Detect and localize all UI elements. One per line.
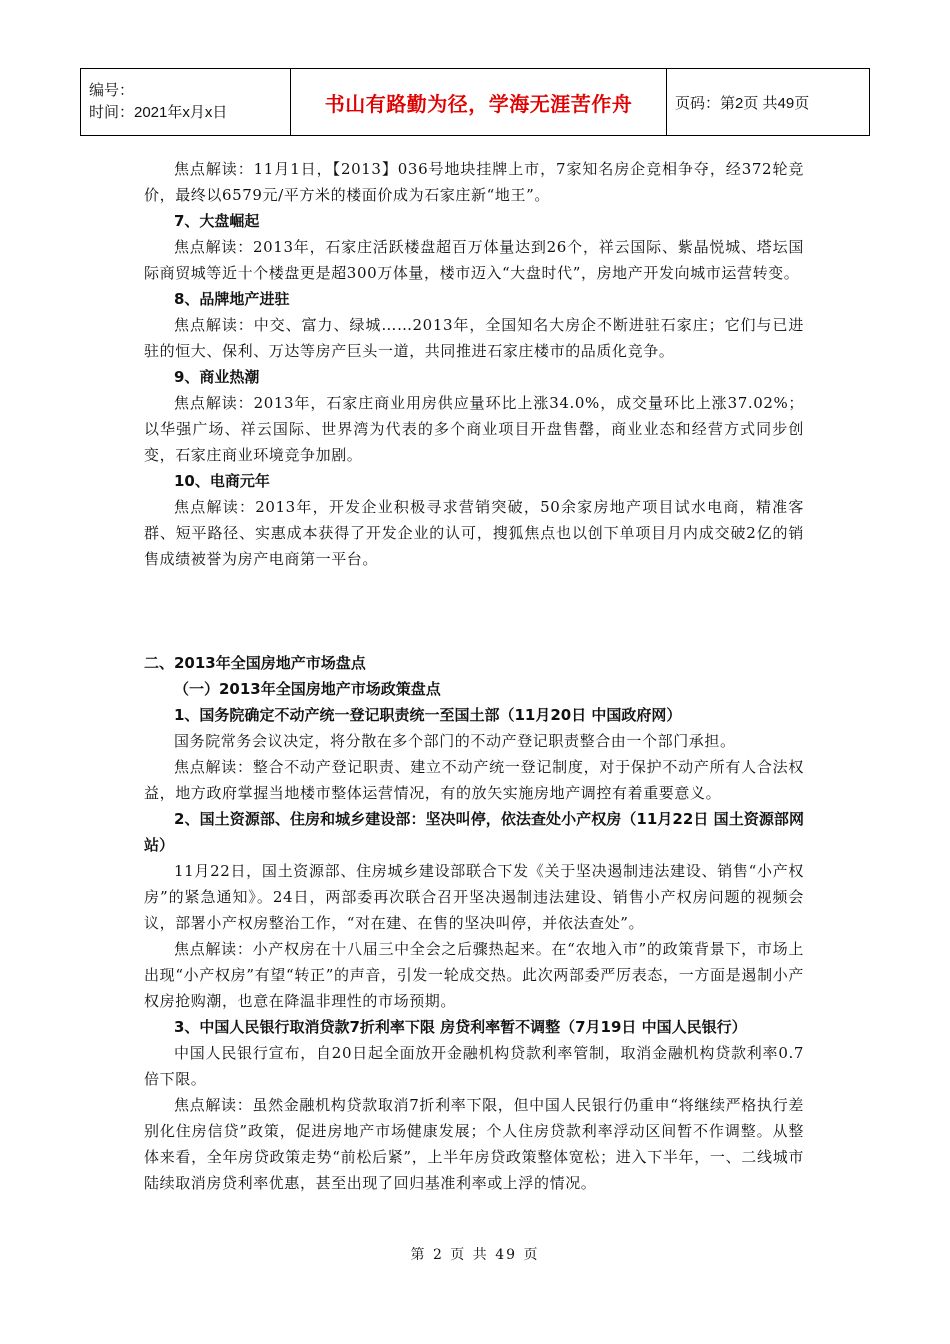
paragraph: 焦点解读：2013年，石家庄活跃楼盘超百万体量达到26个，祥云国际、紫晶悦城、塔坛国际商贸城等近十个楼盘更是超300万体量，楼市迈入“大盘时代”，房地产开发向城市运营转变。 (144, 238, 804, 282)
chapter-heading: 二、2013年全国房地产市场盘点 (144, 654, 366, 672)
paragraph: 焦点解读：虽然金融机构贷款取消7折利率下限，但中国人民银行仍重申“将继续严格执行差别化住房信贷”政策，促进房地产市场健康发展；个人住房贷款利率浮动区间暂不作调整。从整体来看，全年房贷政策走势“前松后紧”，上半年房贷政策整体宽松；进入下半年，一、二线城市陆续取消房贷利率优惠，甚至出现了回归基准利率或上浮的情况。 (144, 1096, 804, 1192)
section-heading: 7、大盘崛起 (174, 212, 260, 230)
item-heading: 1、国务院确定不动产统一登记职责统一至国土部（11月20日 中国政府网） (174, 706, 682, 724)
section-heading: 8、品牌地产进驻 (174, 290, 290, 308)
header-motto: 书山有路勤为径，学海无涯苦作舟 (291, 69, 667, 136)
page-header (80, 68, 870, 136)
spacer (144, 572, 804, 650)
document-date-label: 时间：2021年x月x日 (89, 104, 228, 121)
header-info-cell (81, 69, 291, 136)
page-footer: 第 2 页 共 49 页 (410, 1247, 540, 1263)
paragraph: 焦点解读：整合不动产登记职责、建立不动产统一登记制度，对于保护不动产所有人合法权益，地方政府掌握当地楼市整体运营情况，有的放矢实施房地产调控有着重要意义。 (144, 758, 804, 802)
paragraph: 国务院常务会议决定，将分散在多个部门的不动产登记职责整合由一个部门承担。 (174, 732, 736, 750)
paragraph: 焦点解读：2013年，开发企业积极寻求营销突破，50余家房地产项目试水电商，精准客群、短平路径、实惠成本获得了开发企业的认可，搜狐焦点也以创下单项目月内成交破2亿的销售成绩被誉为房产电商第一平台。 (144, 498, 804, 568)
document-number-label: 编号： (89, 82, 135, 99)
paragraph: 焦点解读：2013年，石家庄商业用房供应量环比上涨34.0%，成交量环比上涨37.02%；以华强广场、祥云国际、世界湾为代表的多个商业项目开盘售罄，商业业态和经营方式同步创变，石家庄商业环境竞争加剧。 (144, 394, 804, 464)
section-heading: 10、电商元年 (174, 472, 270, 490)
paragraph: 中国人民银行宣布，自20日起全面放开金融机构贷款利率管制，取消金融机构贷款利率0.7倍下限。 (144, 1044, 804, 1088)
paragraph: 11月22日，国土资源部、住房城乡建设部联合下发《关于坚决遏制违法建设、销售“小产权房”的紧急通知》。24日，两部委再次联合召开坚决遏制违法建设、销售小产权房问题的视频会议，部署小产权房整治工作，“对在建、在售的坚决叫停，并依法查处”。 (144, 862, 804, 932)
paragraph: 焦点解读：小产权房在十八届三中全会之后骤热起来。在“农地入市”的政策背景下，市场上出现“小产权房”有望“转正”的声音，引发一轮成交热。此次两部委严厉表态，一方面是遏制小产权房抢购潮，也意在降温非理性的市场预期。 (144, 940, 804, 1010)
header-page-code: 页码：第2页 共49页 (667, 69, 870, 136)
item-heading: 2、国土资源部、住房和城乡建设部：坚决叫停，依法查处小产权房（11月22日 国土资源部网站） (144, 810, 804, 854)
section-heading: 9、商业热潮 (174, 368, 260, 386)
item-heading: 3、中国人民银行取消贷款7折利率下限 房贷利率暂不调整（7月19日 中国人民银行） (174, 1018, 747, 1036)
document-body (144, 156, 804, 1196)
paragraph: 焦点解读：中交、富力、绿城……2013年，全国知名大房企不断进驻石家庄；它们与已进驻的恒大、保利、万达等房产巨头一道，共同推进石家庄楼市的品质化竞争。 (144, 316, 804, 360)
paragraph: 焦点解读：11月1日，【2013】036号地块挂牌上市，7家知名房企竞相争夺，经372轮竞价，最终以6579元/平方米的楼面价成为石家庄新“地王”。 (144, 160, 804, 204)
subsection-heading: （一）2013年全国房地产市场政策盘点 (174, 680, 441, 698)
